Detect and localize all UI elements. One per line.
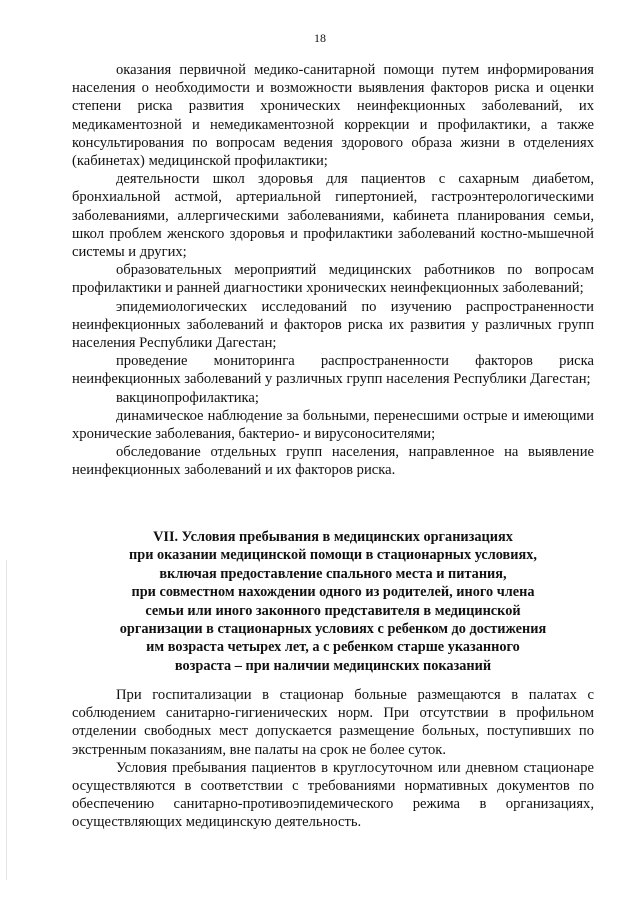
- list-item: вакцинопрофилактика;: [116, 389, 259, 406]
- list-item: образовательных мероприятий медицинских работников по вопросам профилактики и ранней диагностики хронических неинфекционных заболеваний;: [72, 262, 594, 297]
- heading-line: при оказании медицинской помощи в стационарных условиях,: [129, 547, 537, 564]
- heading-line: организации в стационарных условиях с ребенком до достижения: [119, 621, 547, 638]
- scan-edge-mark: [6, 560, 7, 880]
- heading-line: семьи или иного законного представителя в медицинской: [145, 602, 521, 619]
- page-number: 18: [314, 31, 326, 45]
- section-heading: [72, 528, 594, 675]
- list-item: эпидемиологических исследований по изучению распространенности неинфекционных заболеваний и факторов риска их развития у различных групп населения Республики Дагестан;: [72, 298, 594, 352]
- list-item: динамическое наблюдение за больными, перенесшими острые и имеющими хронические заболевания, бактерио- и вирусоносителями;: [72, 407, 594, 443]
- body-paragraph: Условия пребывания пациентов в круглосуточном или дневном стационаре осуществляются в соответствии с требованиями нормативных документов по обеспечению санитарно-противоэпидемического режима в организациях, осуществляющих медицинскую деятельность.: [72, 759, 594, 831]
- heading-line: возраста – при наличии медицинских показаний: [174, 657, 492, 674]
- heading-line: VII. Условия пребывания в медицинских организациях: [153, 529, 513, 545]
- heading-line: при совместном нахождении одного из родителей, иного члена: [131, 584, 535, 601]
- list-item: оказания первичной медико-санитарной помощи путем информирования населения о необходимости и возможности выявления факторов риска и оценки степени риска развития хронических неинфекционных заболеваний, их медикаментозной и немедикаментозной коррекции и профилактики, а также консультирования по вопросам ведения здорового образа жизни в отделениях (кабинетах) медицинской профилактики;: [72, 62, 594, 170]
- list-item: проведение мониторинга распространенности факторов риска неинфекционных заболеваний у различных групп населения Республики Дагестан;: [72, 353, 594, 388]
- list-item: обследование отдельных групп населения, направленное на выявление неинфекционных заболеваний и их факторов риска.: [72, 444, 594, 479]
- preventive-measures-list: [72, 61, 594, 480]
- heading-line: им возраста четырех лет, а с ребенком старше указанного: [146, 639, 520, 656]
- section-body: [72, 686, 594, 832]
- body-paragraph: При госпитализации в стационар больные размещаются в палатах с соблюдением санитарно-гигиенических норм. При отсутствии в профильном отделении свободных мест допускается размещение больных, поступивших по экстренным показаниям, вне палаты на срок не более суток.: [72, 687, 594, 758]
- list-item: деятельности школ здоровья для пациентов с сахарным диабетом, бронхиальной астмой, артериальной гипертонией, гастроэнтерологическими заболеваниями, аллергическими заболеваниями, кабинета планирования семьи, школ проблем женского здоровья и профилактики заболеваний костно-мышечной системы и других;: [72, 171, 594, 261]
- heading-line: включая предоставление спального места и питания,: [159, 565, 507, 582]
